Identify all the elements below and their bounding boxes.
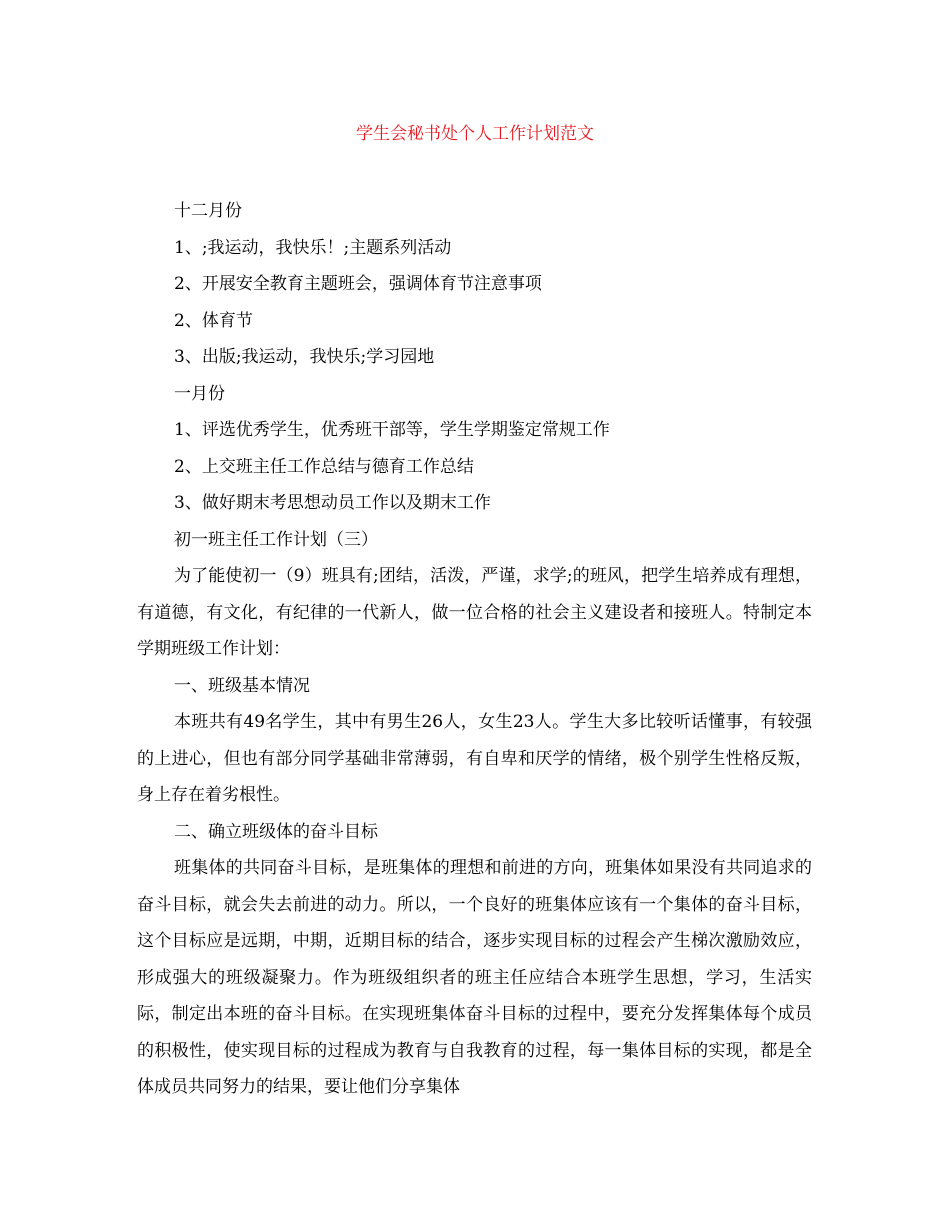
- document-paragraph: 本班共有49名学生，其中有男生26人，女生23人。学生大多比较听话懂事，有较强的上进心，但也有部分同学基础非常薄弱，有自卑和厌学的情绪，极个别学生性格反叛，身上存在着劣根性。: [137, 712, 812, 805]
- document-paragraph: 二、确立班级体的奋斗目标: [174, 821, 378, 842]
- document-paragraph: 3、出版;我运动，我快乐;学习园地: [174, 347, 435, 367]
- document-paragraph: 2、开展安全教育主题班会，强调体育节注意事项: [174, 274, 542, 294]
- document-paragraph: 一月份: [174, 383, 225, 404]
- document-paragraph: 1、;我运动，我快乐！;主题系列活动: [174, 237, 452, 258]
- document-body: [137, 193, 812, 1106]
- document-paragraph: 十二月份: [174, 201, 242, 221]
- document-title: 学生会秘书处个人工作计划范文: [356, 124, 594, 144]
- document-paragraph: 2、体育节: [174, 310, 253, 331]
- document-paragraph: 为了能使初一（9）班具有;团结，活泼，严谨，求学;的班风，把学生培养成有理想，有道德，有文化，有纪律的一代新人，做一位合格的社会主义建设者和接班人。特制定本学期班级工作计划：: [137, 566, 812, 659]
- document-paragraph: 初一班主任工作计划（三）: [174, 529, 378, 550]
- document-paragraph: 班集体的共同奋斗目标，是班集体的理想和前进的方向，班集体如果没有共同追求的奋斗目标，就会失去前进的动力。所以，一个良好的班集体应该有一个集体的奋斗目标，这个目标应是远期，中期，近期目标的结合，逐步实现目标的过程会产生梯次激励效应，形成强大的班级凝聚力。作为班级组织者的班主任应结合本班学生思想，学习，生活实际，制定出本班的奋斗目标。在实现班集体奋斗目标的过程中，要充分发挥集体每个成员的积极性，使实现目标的过程成为教育与自我教育的过程，每一集体目标的实现，都是全体成员共同努力的结果，要让他们分享集体: [137, 858, 812, 1097]
- document-paragraph: 1、评选优秀学生，优秀班干部等，学生学期鉴定常规工作: [174, 420, 610, 440]
- document-paragraph: 2、上交班主任工作总结与德育工作总结: [174, 456, 474, 477]
- document-paragraph: 3、做好期末考思想动员工作以及期末工作: [174, 493, 491, 513]
- document-paragraph: 一、班级基本情况: [174, 675, 310, 696]
